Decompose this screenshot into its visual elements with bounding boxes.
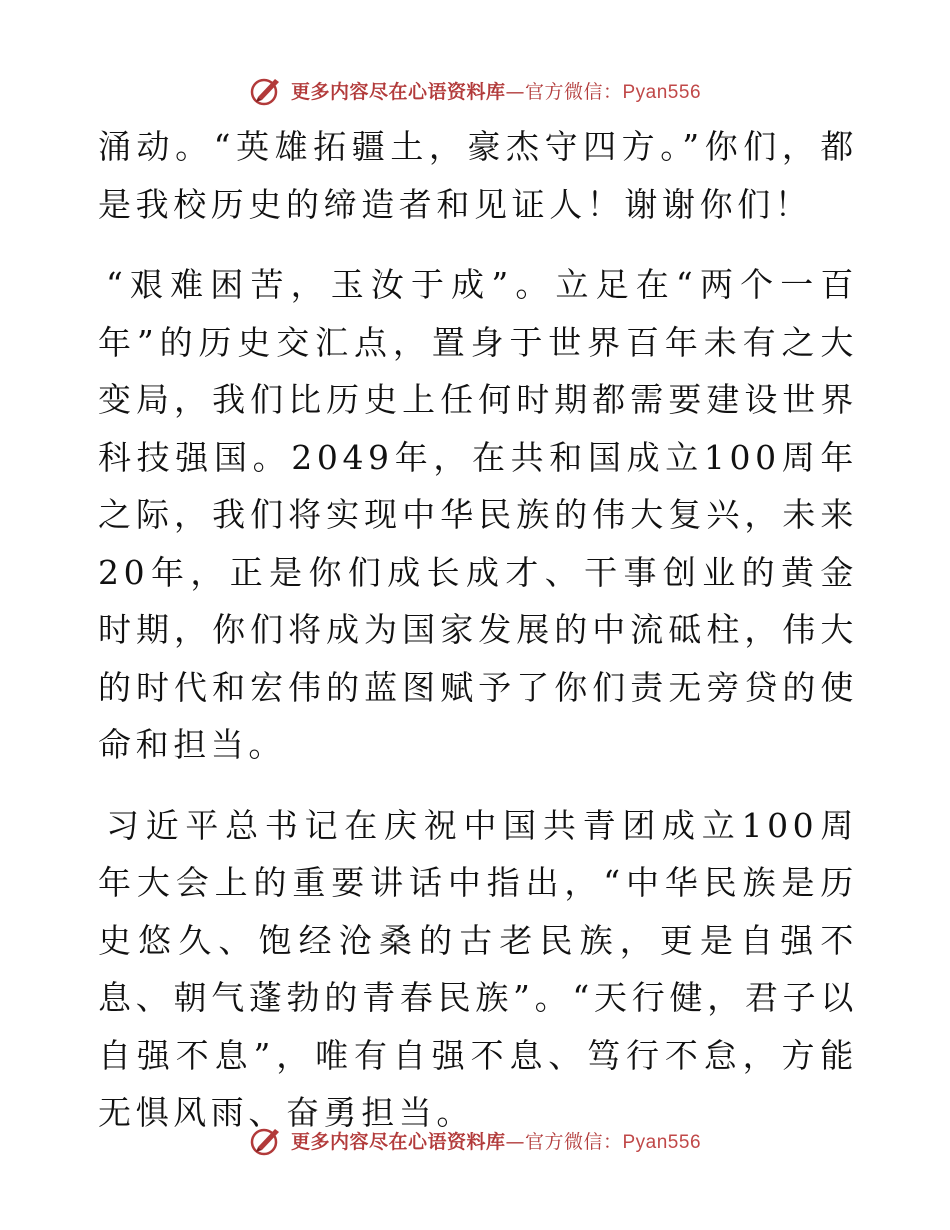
- paragraph-2: “艰难困苦，玉汝于成”。立足在“两个一百年”的历史交汇点，置身于世界百年未有之大变局，我们比历史上任何时期都需要建设世界科技强国。2049年，在共和国成立100周年之际，我们将实现中华民族的伟大复兴，未来20年，正是你们成长成才、干事创业的黄金时期，你们将成为国家发展的中流砥柱，伟大的时代和宏伟的蓝图赋予了你们责无旁贷的使命和担当。: [98, 265, 858, 764]
- watermark-separator: —: [505, 80, 525, 103]
- pen-logo-icon: [249, 73, 283, 107]
- watermark-brand: 更多内容尽在心语资料库: [290, 1130, 506, 1153]
- paragraph-1: 涌动。“英雄拓疆土，豪杰守四方。”你们，都是我校历史的缔造者和见证人！谢谢你们！: [98, 127, 858, 224]
- watermark-text: [291, 1127, 701, 1154]
- pen-logo-icon: [249, 1123, 283, 1157]
- watermark-separator: —: [505, 1130, 525, 1153]
- footer-watermark: [0, 1120, 950, 1160]
- document-body: [98, 118, 858, 1165]
- watermark-wechat-id: Pyan556: [622, 81, 702, 103]
- watermark-brand: 更多内容尽在心语资料库: [290, 80, 506, 103]
- watermark-wechat-label: 官方微信：: [524, 1130, 623, 1153]
- watermark-wechat-id: Pyan556: [622, 1131, 702, 1153]
- paragraph-3: 习近平总书记在庆祝中国共青团成立100周年大会上的重要讲话中指出，“中华民族是历史悠久、饱经沧桑的古老民族，更是自强不息、朝气蓬勃的青春民族”。“天行健，君子以自强不息”，唯有自强不息、笃行不怠，方能无惧风雨、奋勇担当。: [98, 805, 858, 1132]
- watermark-text: [291, 77, 701, 104]
- watermark-wechat-label: 官方微信：: [524, 80, 623, 103]
- header-watermark: [0, 70, 950, 110]
